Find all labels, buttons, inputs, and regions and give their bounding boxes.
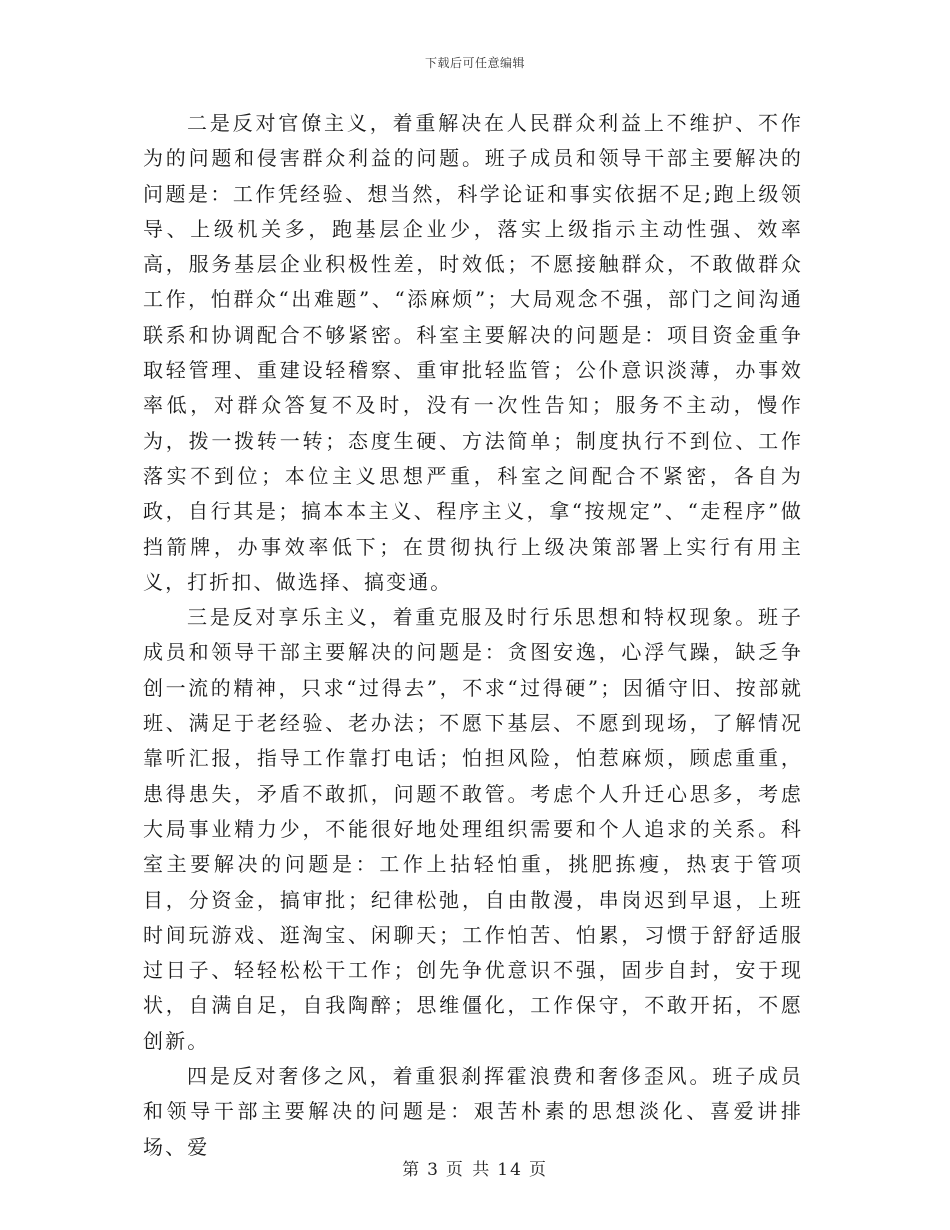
footer-suffix: 页 <box>528 1160 548 1180</box>
total-page-number: 14 <box>497 1160 523 1180</box>
paragraph-anti-extravagance: 四是反对奢侈之风，着重狠刹挥霍浪费和奢侈歪风。班子成员和领导干部主要解决的问题是：艰苦朴素的思想淡化、喜爱讲排场、爱 <box>143 1064 803 1159</box>
paragraph-anti-hedonism: 三是反对享乐主义，着重克服及时行乐思想和特权现象。班子成员和领导干部主要解决的问题是：贪图安逸，心浮气躁，缺乏争创一流的精神，只求“过得去”，不求“过得硬”；因循守旧、按部就班、满足于老经验、老办法；不愿下基层、不愿到现场，了解情况靠听汇报，指导工作靠打电话；怕担风险，怕惹麻烦，顾虑重重，患得患失，矛盾不敢抓，问题不敢管。考虑个人升迁心思多，考虑大局事业精力少，不能很好地处理组织需要和个人追求的关系。科室主要解决的问题是：工作上拈轻怕重，挑肥拣瘦，热衷于管项目，分资金，搞审批；纪律松弛，自由散漫，串岗迟到早退，上班时间玩游戏、逛淘宝、闲聊天；工作怕苦、怕累，习惯于舒舒适服过日子、轻轻松松干工作；创先争优意识不强，固步自封，安于现状，自满自足，自我陶醉；思维僵化，工作保守，不敢开拓，不愿创新。 <box>143 605 803 1053</box>
body-text <box>143 106 803 1165</box>
paragraph-anti-bureaucratism: 二是反对官僚主义，着重解决在人民群众利益上不维护、不作为的问题和侵害群众利益的问题。班子成员和领导干部主要解决的问题是：工作凭经验、想当然，科学论证和事实依据不足;跑上级领导、上级机关多，跑基层企业少，落实上级指示主动性强、效率高，服务基层企业积极性差，时效低；不愿接触群众，不敢做群众工作，怕群众“出难题”、“添麻烦”；大局观念不强，部门之间沟通联系和协调配合不够紧密。科室主要解决的问题是：项目资金重争取轻管理、重建设轻稽察、重审批轻监管；公仆意识淡薄，办事效率低，对群众答复不及时，没有一次性告知；服务不主动，慢作为，拨一拨转一转；态度生硬、方法简单；制度执行不到位、工作落实不到位；本位主义思想严重，科室之间配合不紧密，各自为政，自行其是；搞本本主义、程序主义，拿“按规定”、“走程序”做挡箭牌，办事效率低下；在贯彻执行上级决策部署上实行有用主义，打折扣、做选择、搞变通。 <box>143 111 803 594</box>
current-page-number: 3 <box>427 1160 440 1180</box>
page-header: 下载后可任意编辑 <box>424 56 525 70</box>
footer-middle: 页 共 <box>445 1160 492 1180</box>
footer-prefix: 第 <box>402 1160 422 1180</box>
page-footer <box>0 1155 950 1180</box>
